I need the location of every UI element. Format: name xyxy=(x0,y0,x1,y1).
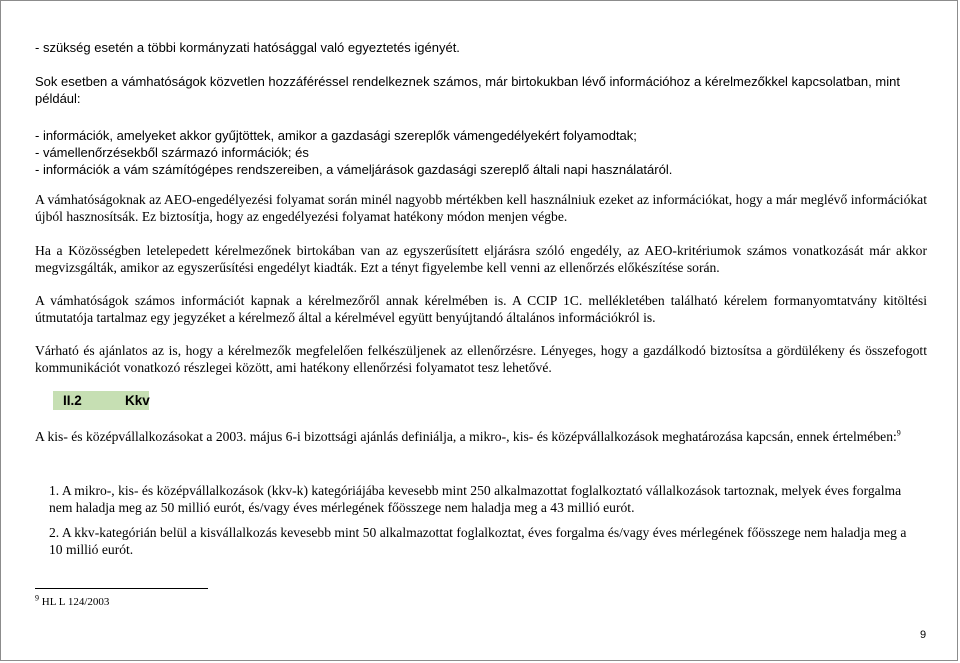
paragraph-sme-definition xyxy=(35,428,927,445)
bullet-computer-systems: - információk a vám számítógépes rendszereiben, a vámeljárások gazdasági szereplő általi napi használatáról. xyxy=(35,162,673,177)
footnote xyxy=(35,595,109,609)
section-number: II.2 xyxy=(63,393,82,408)
paragraph-ccip: A vámhatóságok számos információt kapnak a kérelmezőről annak kérelmében is. A CCIP 1C. mellékletében található kérelem formanyomtatvány kitöltési útmutatója tartalmaz egy jegyzéket a kérelmező által a kérelmével együtt benyújtandó általános információkról is. xyxy=(35,293,927,325)
paragraph-preparation: Várható és ajánlatos az is, hogy a kérelmezők megfelelően felkészüljenek az ellenőrzésre. Lényeges, hogy a gazdálkodó biztosítsa a gördülékeny és összefogott kommunikációt vonatkozó részlegei között, ami hatékony ellenőrzési folyamatot tesz lehetővé. xyxy=(35,343,927,375)
footnote-mark: 9 xyxy=(35,593,39,603)
list-item: 2. A kkv-kategórián belül a kisvállalkozás kevesebb mint 50 alkalmazottat foglalkoztat, éves forgalma és/vagy éves mérlegének főösszege nem haladja meg a 10 millió eurót. xyxy=(49,525,907,557)
bullet-customs-checks: - vámellenőrzésekből származó információk; és xyxy=(35,145,309,160)
paragraph-intro: Sok esetben a vámhatóságok közvetlen hozzáféréssel rendelkeznek számos, már birtokukban lévő információhoz a kérelmezőkkel kapcsolatban, mint például: xyxy=(35,74,900,106)
footnote-reference[interactable]: 9 xyxy=(896,428,901,438)
paragraph-aeo-process: A vámhatóságoknak az AEO-engedélyezési folyamat során minél nagyobb mértékben kell használniuk ezeket az információkat, hogy a már meglévő információkat újból hasznosítsák. Ez biztosítja, hogy az engedélyezési folyamat hatékony módon menjen végbe. xyxy=(35,192,927,224)
bullet-information-collected: - információk, amelyeket akkor gyűjtöttek, amikor a gazdasági szereplők vámengedélyekért folyamodtak; xyxy=(35,128,637,143)
paragraph-simplified-procedure: Ha a Közösségben letelepedett kérelmezőnek birtokában van az egyszerűsített eljárásra szóló engedély, az AEO-kritériumok számos vonatkozását már akkor megvizsgálták, amikor az egyszerűsítési engedélyt kiadták. Ezt a tényt figyelembe kell venni az ellenőrzés előkészítése során. xyxy=(35,243,927,275)
section-heading xyxy=(53,391,149,410)
paragraph-sme-text: A kis- és középvállalkozásokat a 2003. május 6-i bizottsági ajánlás definiálja, a mikro-, kis- és középvállalkozások meghatározása kapcsán, ennek értelmében: xyxy=(35,429,897,444)
section-title: Kkv xyxy=(125,393,150,408)
bullet-coordination: - szükség esetén a többi kormányzati hatósággal való egyeztetés igényét. xyxy=(35,40,460,55)
footnote-divider xyxy=(35,588,208,589)
page-number: 9 xyxy=(920,629,927,641)
list-item: 1. A mikro-, kis- és középvállalkozások (kkv-k) kategóriájába kevesebb mint 250 alkalmazottat foglalkoztató vállalkozások tartoznak, melyek éves forgalma nem haladja meg az 50 millió eurót, és/vagy éves mérlegének főösszege nem haladja meg a 43 millió eurót. xyxy=(49,483,902,515)
footnote-text: HL L 124/2003 xyxy=(41,596,110,608)
